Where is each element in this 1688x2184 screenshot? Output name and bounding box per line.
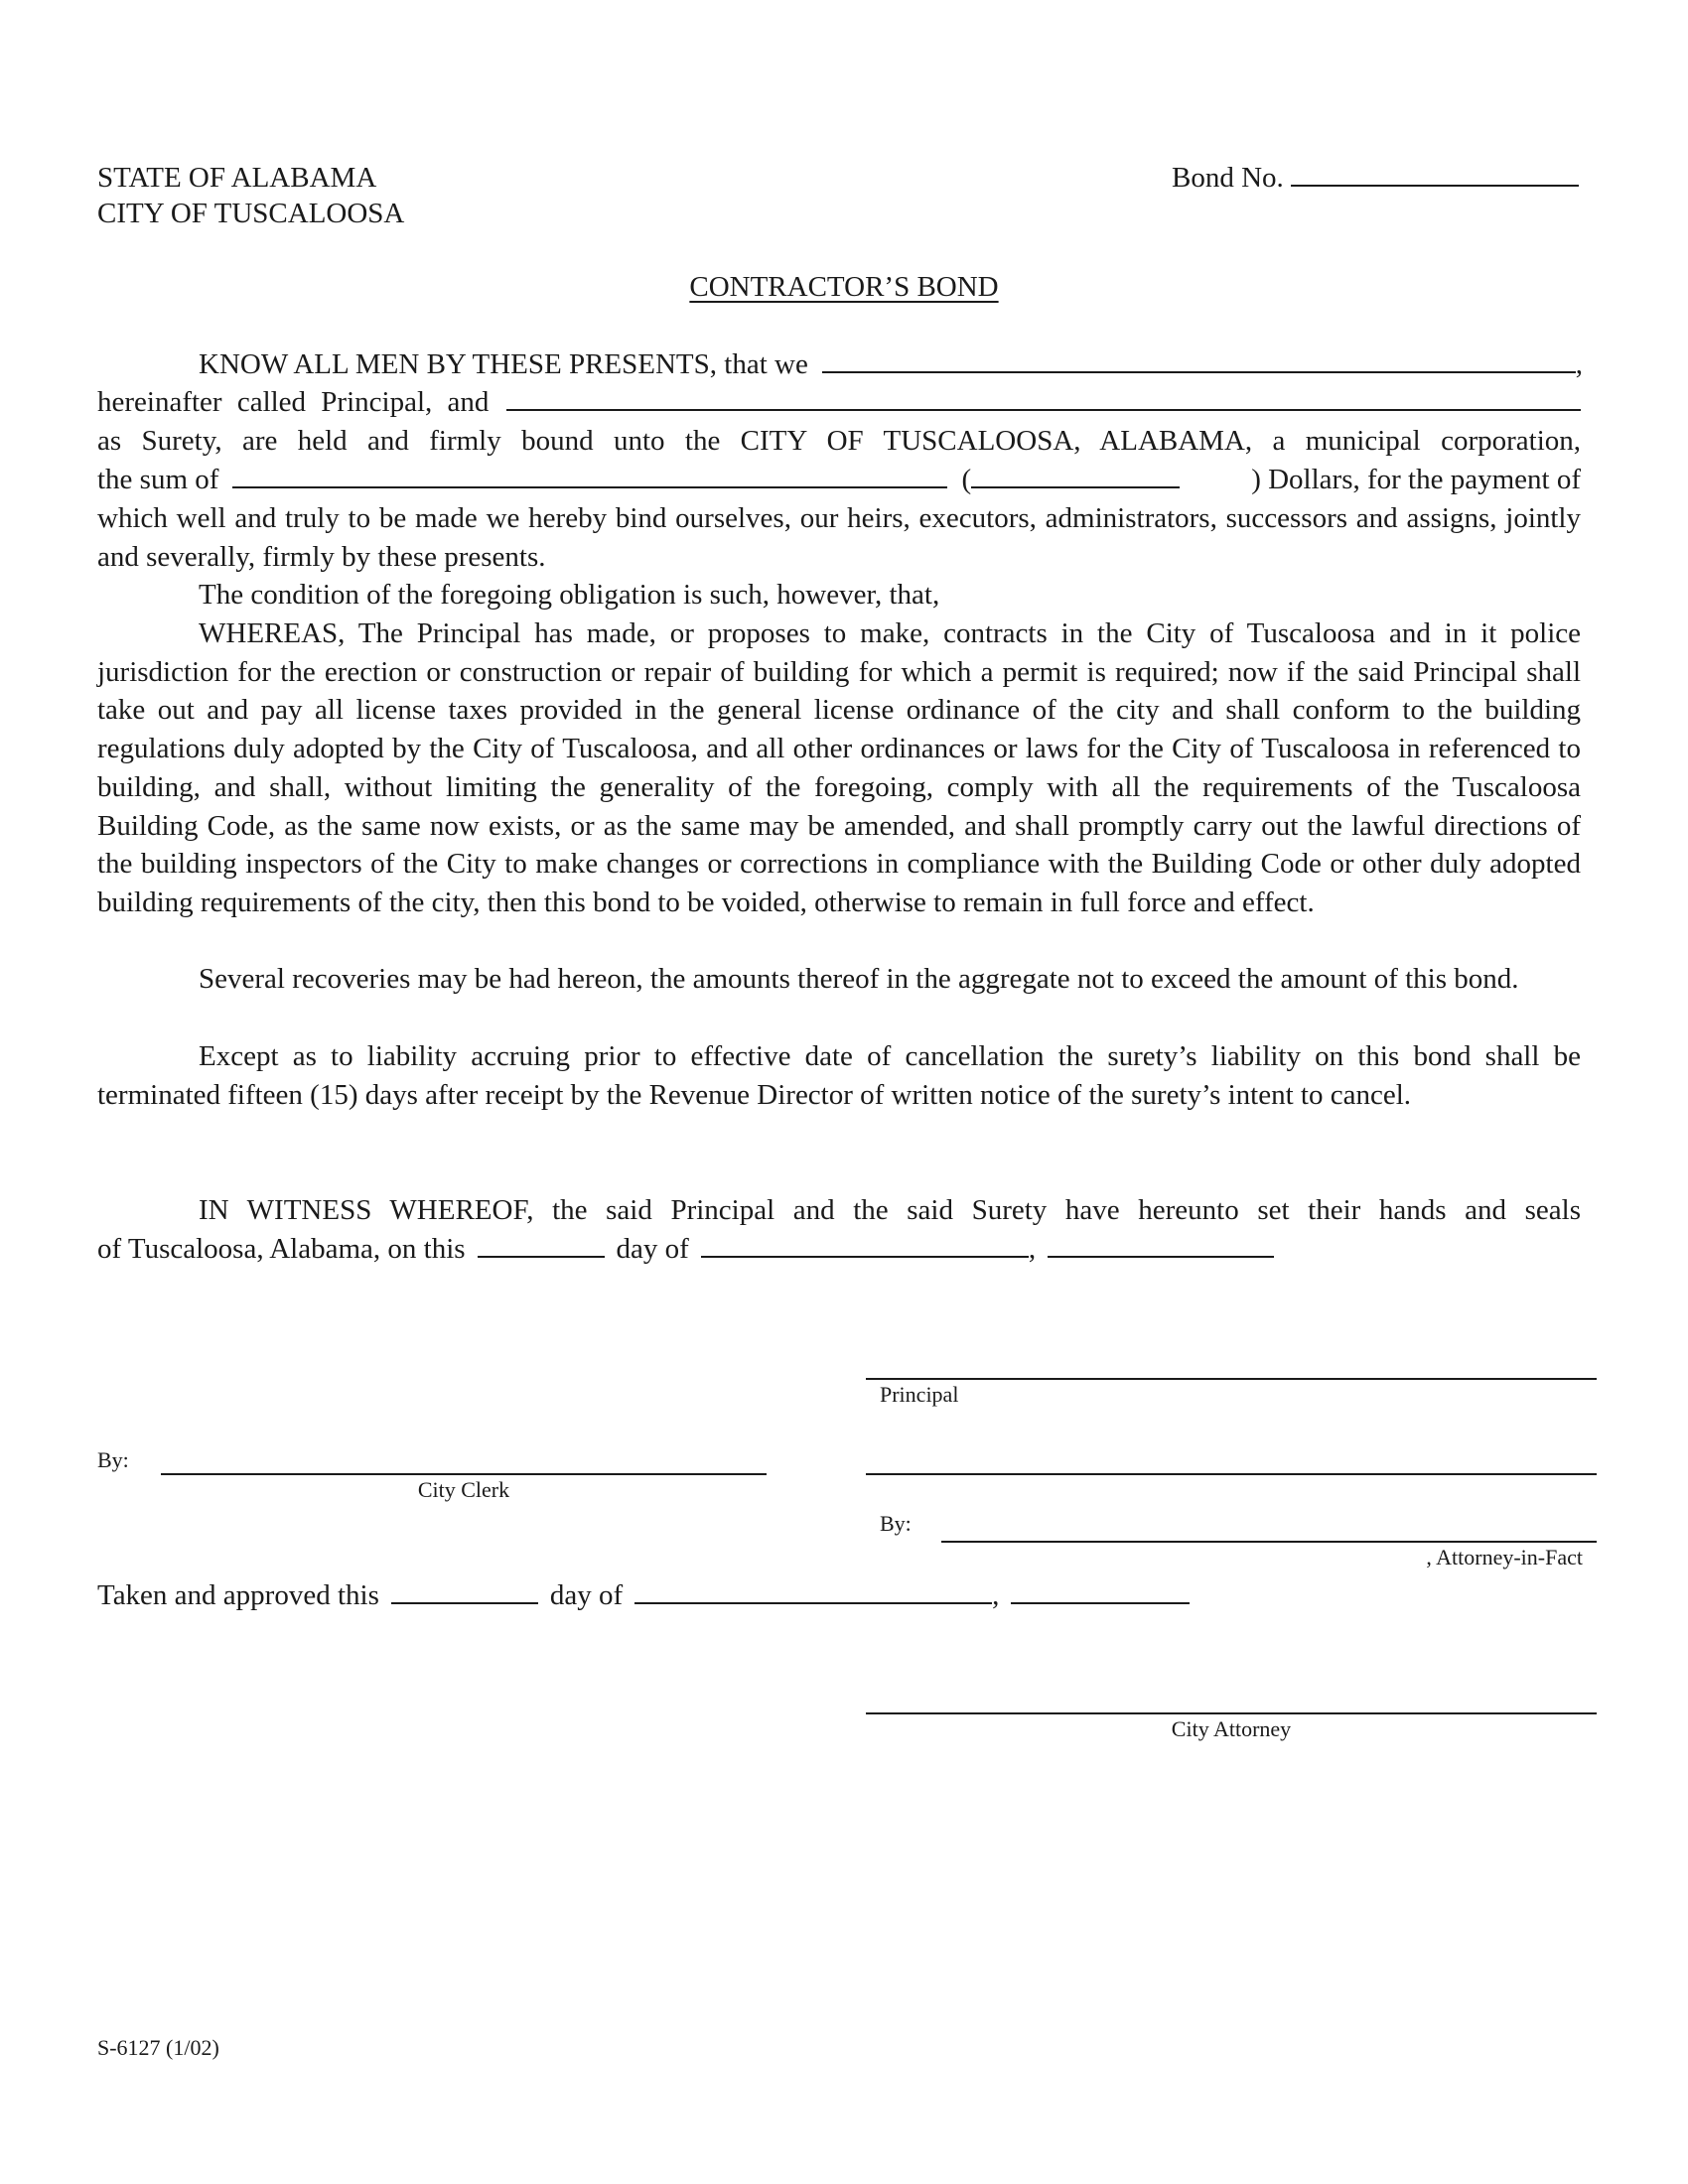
paren-open: ( [961, 464, 972, 495]
taken-approved-line [97, 1576, 1190, 1615]
approved-year-blank[interactable] [1011, 1601, 1190, 1604]
bond-number-field[interactable] [1172, 159, 1579, 198]
city-clerk-label: City Clerk [417, 1477, 510, 1502]
attorney-in-fact-label: , Attorney-in-Fact [1426, 1545, 1583, 1570]
form-number: S-6127 (1/02) [97, 2035, 219, 2060]
witness-comma: , [1028, 1233, 1037, 1265]
hereinafter-text: hereinafter called Principal, and [97, 386, 490, 418]
city-heading: CITY OF TUSCALOOSA [97, 198, 405, 229]
sum-line [97, 461, 1581, 499]
witness-line: IN WITNESS WHEREOF, the said Principal and the said Surety have hereunto set their hands and seals [199, 1194, 1581, 1226]
witness-year-blank[interactable] [1048, 1255, 1274, 1258]
sum-words-blank[interactable] [232, 485, 947, 488]
city-attorney-label: City Attorney [1171, 1716, 1292, 1741]
surety-name-blank[interactable] [506, 408, 1581, 411]
whereas-paragraph: WHEREAS, The Principal has made, or proposes to make, contracts in the City of Tuscaloosa and in it police jurisdiction for the erection or construction or repair of building for which a permit is required; now if the said Principal shall take out and pay all license taxes provided in the general license ordinance of the city and shall conform to the building regulations duly adopted by the City of Tuscaloosa, and all other ordinances or laws for the City of Tuscaloosa in referenced to building, and shall, without limiting the generality of the foregoing, comply with all the requirements of the Tuscaloosa Building Code, as the same now exists, or as the same may be amended, and shall promptly carry out the lawful directions of the building inspectors of the City to make changes or corrections in compliance with the Building Code or other duly adopted building requirements of the city, then this bond to be voided, otherwise to remain in full force and effect. [97, 617, 1581, 918]
bind-paragraph: which well and truly to be made we hereby bind ourselves, our heirs, executors, administrators, successors and assigns, jointly and severally, firmly by these presents. [97, 502, 1581, 573]
hereinafter-line [97, 383, 1581, 422]
approved-day-of-text: day of [549, 1579, 624, 1611]
witness-day-of-text: day of [616, 1233, 689, 1265]
principal-signature-line[interactable] [866, 1378, 1597, 1380]
bond-number-blank[interactable] [1291, 184, 1579, 187]
sum-figures-blank[interactable] [971, 485, 1180, 488]
city-attorney-signature-line[interactable] [866, 1712, 1597, 1714]
dollars-text: ) Dollars, for the payment of [1251, 464, 1581, 495]
know-all-line [199, 345, 1583, 384]
city-clerk-by-label: By: [97, 1447, 129, 1472]
except-paragraph: Except as to liability accruing prior to effective date of cancellation the surety’s liability on this bond shall be terminated fifteen (15) days after receipt by the Revenue Director of written notice of the surety’s intent to cancel. [97, 1040, 1581, 1111]
approved-month-blank[interactable] [634, 1601, 992, 1604]
sum-of-text: the sum of [97, 464, 219, 495]
know-all-comma: , [1575, 348, 1583, 380]
witness-on-this-text: of Tuscaloosa, Alabama, on this [97, 1233, 466, 1265]
city-clerk-signature-line[interactable] [161, 1473, 767, 1475]
bond-number-label: Bond No. [1172, 162, 1284, 194]
condition-paragraph: The condition of the foregoing obligation is such, however, that, [199, 579, 940, 611]
approved-day-blank[interactable] [391, 1601, 538, 1604]
attorney-in-fact-signature-line[interactable] [941, 1541, 1597, 1543]
principal-label: Principal [880, 1382, 959, 1407]
witness-month-blank[interactable] [701, 1255, 1029, 1258]
taken-approved-text: Taken and approved this [97, 1579, 379, 1611]
approved-comma: , [992, 1579, 1000, 1611]
state-heading: STATE OF ALABAMA [97, 162, 377, 194]
several-paragraph: Several recoveries may be had hereon, the amounts thereof in the aggregate not to exceed the amount of this bond. [199, 963, 1519, 995]
attorney-by-label: By: [880, 1511, 912, 1536]
document-title: CONTRACTOR’S BOND [689, 271, 999, 303]
surety-line: as Surety, are held and firmly bound unto the CITY OF TUSCALOOSA, ALABAMA, a municipal corporation, [97, 425, 1581, 457]
know-all-text: KNOW ALL MEN BY THESE PRESENTS, that we [199, 348, 808, 380]
witness-date-line [97, 1230, 1274, 1269]
surety-signature-line[interactable] [866, 1473, 1597, 1475]
principal-name-blank[interactable] [822, 370, 1576, 373]
witness-day-blank[interactable] [478, 1255, 605, 1258]
